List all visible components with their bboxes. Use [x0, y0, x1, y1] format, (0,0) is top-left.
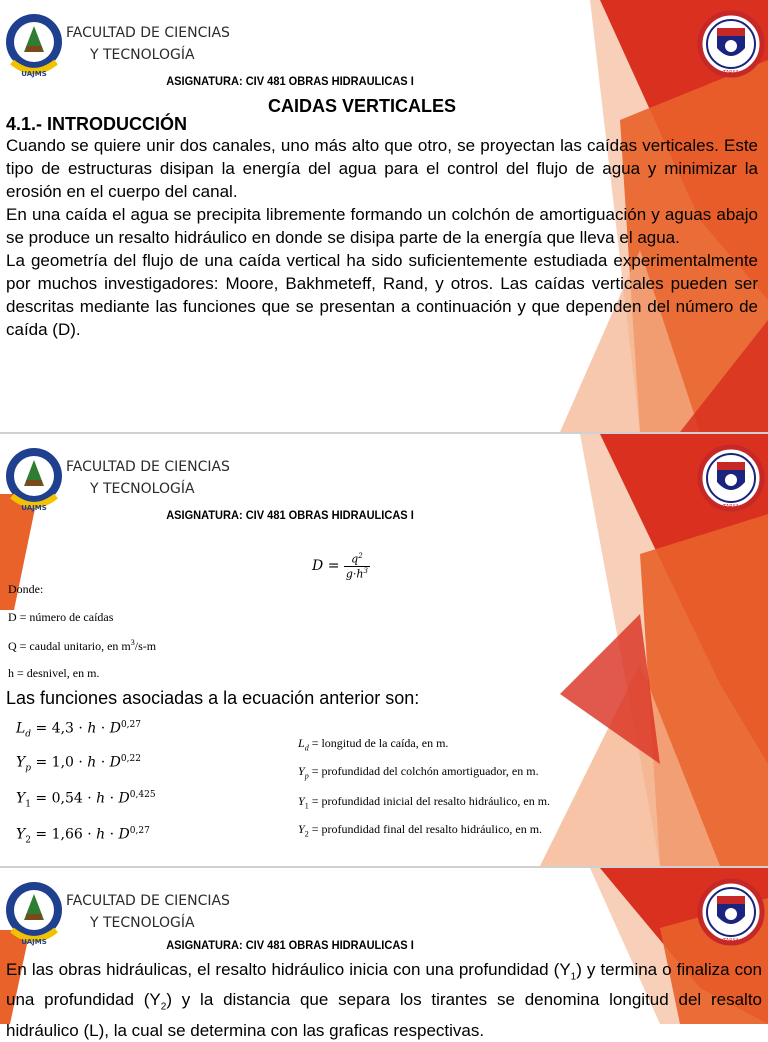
equation-y1: $Y_1 = 0,54 \cdot h \cdot D^{0,425}$: [16, 790, 156, 810]
page-title: CAIDAS VERTICALES: [268, 96, 457, 116]
hydraulic-jump-text: En las obras hidráulicas, el resalto hidráulico inicia con una profundidad $(Y_1)$ y termina o finaliza con una profundidad $(Y_2)$ y la distancia que separa los tirantes se denomina longitud del resalto hidráulico (L), la cual se determina con las graficas respectivas.: [6, 960, 762, 1040]
faculty-name: FACULTAD DE CIENCIAS Y TECNOLOGÍA: [66, 25, 230, 63]
svg-text:UAJMS: UAJMS: [21, 504, 47, 512]
definition-item: Q = caudal unitario, en $m^3/s-m$: [8, 638, 157, 653]
donde-label: Donde:: [8, 582, 44, 596]
department-shield-logo: [698, 4, 764, 84]
paragraph: En una caída el agua se precipita libremente formando un colchón de amortiguación y aguas abajo se produce un resalto hidráulico en donde se disipa parte de la energía que lleva el agua.: [6, 205, 758, 247]
paragraph: Cuando se quiere unir dos canales, uno más alto que otro, se proyectan las caídas verticales. Este tipo de estructuras disipan la energía del agua para el control del flujo de agua y minimizar la erosión en el cuerpo del canal.: [6, 136, 758, 201]
definition-item: h = desnivel, en m.: [8, 666, 100, 680]
definition-item: D = número de caídas: [8, 610, 114, 624]
department-shield-logo: [698, 872, 764, 952]
subject-header: ASIGNATURA: CIV 481 OBRAS HIDRAULICAS I: [166, 938, 414, 952]
svg-text:UAJMS: UAJMS: [21, 938, 47, 946]
slide-1: [0, 0, 768, 432]
equation-y2: $Y_2 = 1,66 \cdot h \cdot D^{0,27}$: [16, 826, 150, 846]
definition-ld: $L_d$ = longitud de la caída, en m.: [298, 736, 449, 753]
variable-definitions: [8, 582, 156, 694]
definition-y1: $Y_1$ = profundidad inicial del resalto hidráulico, en m.: [298, 794, 551, 811]
definition-yp: $Y_p$ = profundidad del colchón amortiguador, en m.: [298, 764, 539, 781]
fall-number-formula: D = $\frac{q^2}{g\cdot h^3}$: [312, 552, 368, 581]
svg-text:TARIJA: TARIJA: [723, 938, 739, 944]
faculty-name: FACULTAD DE CIENCIAS Y TECNOLOGÍA: [66, 893, 230, 931]
subject-header: ASIGNATURA: CIV 481 OBRAS HIDRAULICAS I: [166, 508, 414, 522]
subject-header: ASIGNATURA: CIV 481 OBRAS HIDRAULICAS I: [166, 74, 414, 88]
equation-yp: $Y_p = 1,0 \cdot h \cdot D^{0,22}$: [16, 754, 141, 774]
paragraph: La geometría del flujo de una caída vertical ha sido suficientemente estudiada experimentalmente por muchos investigadores: Moore, Bakhmeteff, Rand, y otros. Las caídas verticales pueden ser descritas mediante las funciones que se presentan a continuación y que dependen del número de caída (D).: [6, 251, 758, 339]
slide-3: [0, 868, 768, 1040]
svg-text:TARIJA: TARIJA: [723, 504, 739, 510]
slide-2: [0, 434, 768, 866]
functions-heading: Las funciones asociadas a la ecuación anterior son:: [6, 688, 420, 708]
equation-ld: $L_d = 4,3 \cdot h \cdot D^{0,27}$: [16, 720, 141, 740]
section-heading: 4.1.- INTRODUCCIÓN: [6, 114, 188, 134]
svg-text:UAJMS: UAJMS: [21, 70, 47, 78]
intro-text: [6, 134, 758, 341]
university-logo: [4, 6, 64, 82]
department-shield-logo: [698, 438, 764, 518]
faculty-name: FACULTAD DE CIENCIAS Y TECNOLOGÍA: [66, 459, 230, 497]
svg-text:TARIJA: TARIJA: [723, 70, 739, 76]
university-logo: [4, 440, 64, 516]
definition-y2: $Y_2$ = profundidad final del resalto hidráulico, en m.: [298, 822, 543, 839]
